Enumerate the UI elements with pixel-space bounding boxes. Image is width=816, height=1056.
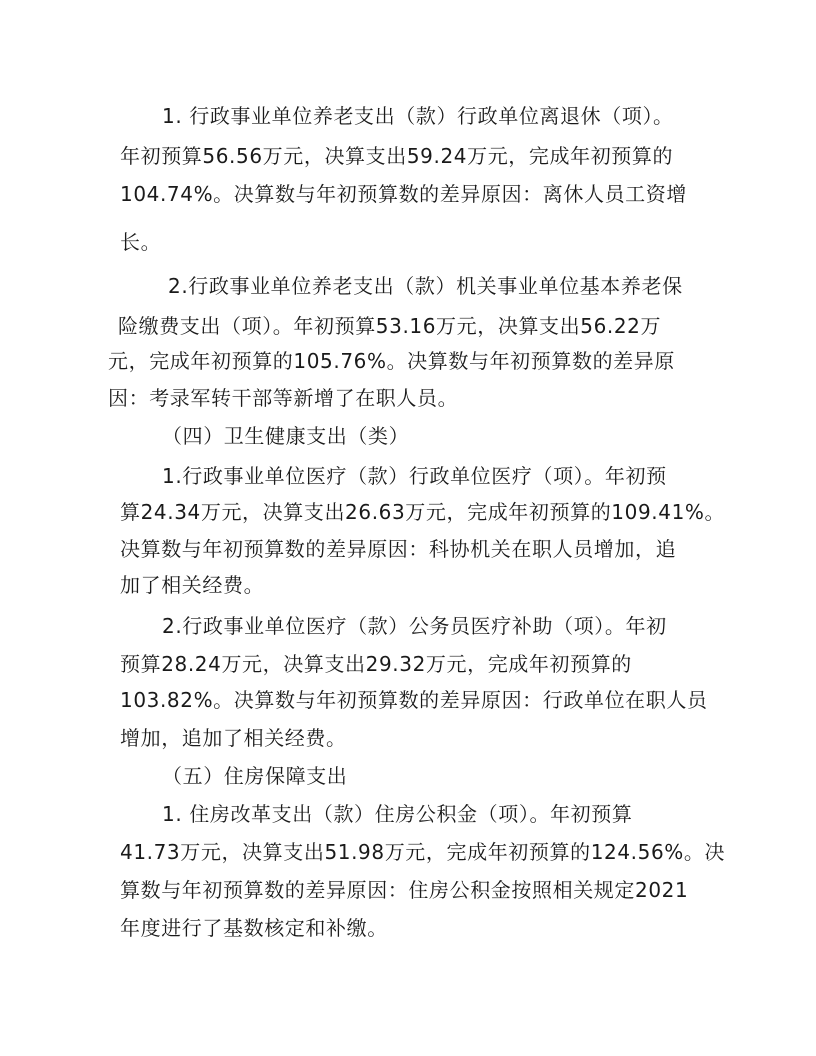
paragraph-line: 41.73万元，决算支出51.98万元，完成年初预算的124.56%。决: [120, 840, 726, 864]
paragraph-line: 长。: [120, 230, 162, 254]
paragraph-line: 2.行政事业单位养老支出（款）机关事业单位基本养老保: [168, 274, 683, 298]
section-heading: （五）住房保障支出: [162, 764, 348, 788]
paragraph-line: 险缴费支出（项）。年初预算53.16万元，决算支出56.22万: [118, 314, 662, 338]
paragraph-line: 增加，追加了相关经费。: [120, 726, 347, 750]
paragraph-line: 104.74%。决算数与年初预算数的差异原因：离休人员工资增: [120, 182, 687, 206]
paragraph-line: 预算28.24万元，决算支出29.32万元，完成年初预算的: [120, 652, 632, 676]
paragraph-line: 算24.34万元，决算支出26.63万元，完成年初预算的109.41%。: [120, 500, 726, 524]
paragraph-line: 算数与年初预算数的差异原因：住房公积金按照相关规定2021: [120, 878, 689, 902]
paragraph-line: 因：考录军转干部等新增了在职人员。: [108, 386, 459, 410]
paragraph-line: 2.行政事业单位医疗（款）公务员医疗补助（项）。年初: [162, 614, 667, 638]
paragraph-line: 103.82%。决算数与年初预算数的差异原因：行政单位在职人员: [120, 688, 708, 712]
paragraph-line: 1. 住房改革支出（款）住房公积金（项）。年初预算: [162, 802, 633, 826]
paragraph-line: 年初预算56.56万元，决算支出59.24万元，完成年初预算的: [120, 144, 674, 168]
paragraph-line: 1. 行政事业单位养老支出（款）行政单位离退休（项）。: [162, 104, 674, 128]
paragraph-line: 1.行政事业单位医疗（款）行政单位医疗（项）。年初预: [162, 464, 667, 488]
paragraph-line: 加了相关经费。: [120, 573, 265, 597]
paragraph-line: 年度进行了基数核定和补缴。: [120, 916, 388, 940]
paragraph-line: 决算数与年初预算数的差异原因：科协机关在职人员增加，追: [120, 537, 677, 561]
section-heading: （四）卫生健康支出（类）: [162, 424, 410, 448]
paragraph-line: 元，完成年初预算的105.76%。决算数与年初预算数的差异原: [108, 349, 675, 373]
